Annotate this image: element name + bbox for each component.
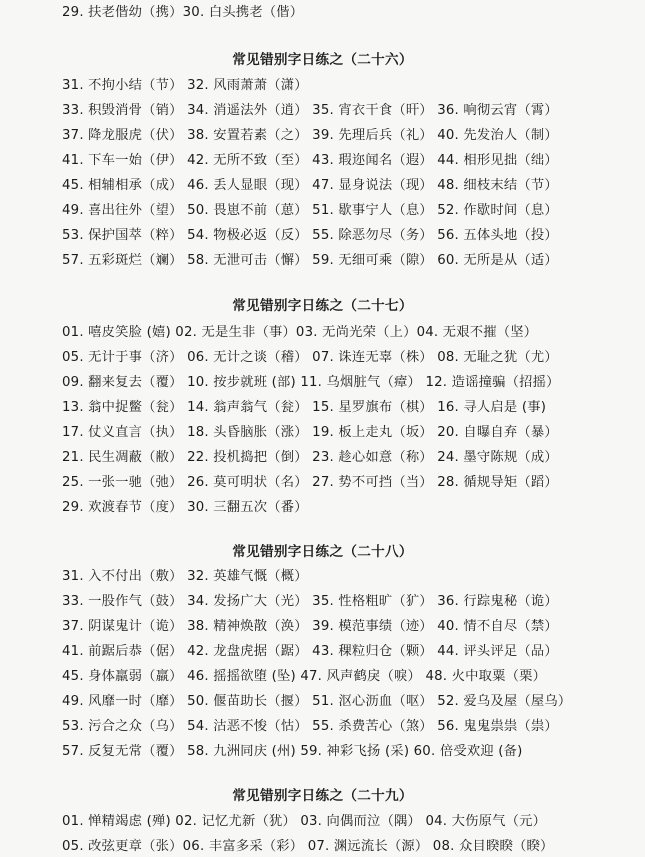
section-heading: 常见错别字日练之（二十六） xyxy=(232,52,413,68)
exercise-line: 05. 改弦更章（张）06. 丰富多采（彩） 07. 渊远流长（源） 08. 众目睽睽（睽） xyxy=(62,839,554,854)
exercise-line: 05. 无计于事（济） 06. 无计之谈（稽） 07. 诛连无辜（株） 08. 无耻之犹（尤） xyxy=(62,350,558,365)
exercise-line: 53. 污合之众（乌） 54. 沽恶不悛（怙） 55. 杀费苦心（煞） 56. 鬼鬼祟祟（祟） xyxy=(62,719,558,734)
exercise-line: 09. 翻来复去（覆） 10. 按步就班 (部) 11. 乌烟脏气（瘴） 12. 造谣撞骗（招摇） xyxy=(62,375,560,390)
exercise-line: 37. 降龙服虎（伏） 38. 安置若素（之） 39. 先理后兵（礼） 40. 先发治人（制） xyxy=(62,128,558,143)
section-heading: 常见错别字日练之（二十七） xyxy=(232,298,413,314)
exercise-line: 57. 反复无常（覆） 58. 九洲同庆 (州) 59. 神彩飞扬 (采) 60. 倍受欢迎 (备) xyxy=(62,744,523,759)
exercise-line: 17. 仗义直言（执） 18. 头昏脑胀（涨） 19. 板上走丸（坂） 20. 自曝自弃（暴） xyxy=(62,425,558,440)
exercise-line: 21. 民生凋蔽（敝） 22. 投机捣把（倒） 23. 趁心如意（称） 24. 墨守陈规（成） xyxy=(62,450,558,465)
exercise-line: 25. 一张一驰（弛） 26. 莫可明状（名） 27. 势不可挡（当） 28. 循规导矩（蹈） xyxy=(62,475,558,490)
exercise-line: 01. 嘻皮笑脸 (嬉) 02. 无是生非（事）03. 无尚光荣（上）04. 无艰不摧（坚） xyxy=(62,325,538,340)
section-heading: 常见错别字日练之（二十九） xyxy=(232,788,413,804)
exercise-line: 37. 阴谋鬼计（诡） 38. 精神焕散（涣） 39. 模范事绩（迹） 40. 情不自尽（禁） xyxy=(62,619,558,634)
exercise-line: 41. 前踞后恭（倨） 42. 龙盘虎据（踞） 43. 稞粒归仓（颗） 44. 评头评足（品） xyxy=(62,644,558,659)
exercise-line: 41. 下车一始（伊） 42. 无所不致（至） 43. 瑕迩闻名（遐） 44. 相形见拙（绌） xyxy=(62,153,558,168)
exercise-line: 33. 积毁消骨（销） 34. 消遥法外（逍） 35. 宵衣干食（旰） 36. 响彻云宵（霄） xyxy=(62,103,558,118)
exercise-line: 49. 喜出往外（望） 50. 畏崽不前（葸） 51. 歇事宁人（息） 52. 作歇时间（息） xyxy=(62,203,558,218)
exercise-line: 13. 翁中捉鳖（瓮） 14. 翁声翁气（瓮） 15. 星罗旗布（棋） 16. 寻人启是 (事) xyxy=(62,400,547,415)
exercise-line: 57. 五彩斑烂（斓） 58. 无泄可击（懈） 59. 无细可乘（隙） 60. 无所是从（适） xyxy=(62,253,558,268)
exercise-line: 53. 保护国萃（粹） 54. 物极必返（反） 55. 除恶勿尽（务） 56. 五体头地（投） xyxy=(62,228,558,243)
exercise-line: 33. 一股作气（鼓） 34. 发扬广大（光） 35. 性格粗旷（犷） 36. 行踪鬼秘（诡） xyxy=(62,594,558,609)
exercise-line: 01. 惮精竭虑 (殚) 02. 记忆尤新（犹） 03. 向偶而泣（隅） 04. 大伤原气（元） xyxy=(62,814,547,829)
section-heading: 常见错别字日练之（二十八） xyxy=(232,544,413,560)
exercise-line: 31. 不拘小结（节） 32. 风雨萧萧（潇） xyxy=(62,78,308,93)
exercise-line: 29. 欢渡春节（度） 30. 三翻五次（番） xyxy=(62,500,308,515)
exercise-line: 49. 风靡一时（靡） 50. 偃苗助长（揠） 51. 沤心沥血（呕） 52. 爱乌及屋（屋乌） xyxy=(62,694,572,709)
exercise-line: 29. 扶老偕幼（携）30. 白头携老（偕） xyxy=(62,5,304,20)
exercise-line: 45. 身体羸弱（羸） 46. 摇摇欲堕 (坠) 47. 风声鹤戾（唳） 48. 火中取粟（栗） xyxy=(62,669,547,684)
exercise-line: 31. 入不付出（敷） 32. 英雄气慨（概） xyxy=(62,569,308,584)
exercise-line: 45. 相辅相承（成） 46. 丢人显眼（现） 47. 显身说法（现） 48. 细枝末结（节） xyxy=(62,178,558,193)
